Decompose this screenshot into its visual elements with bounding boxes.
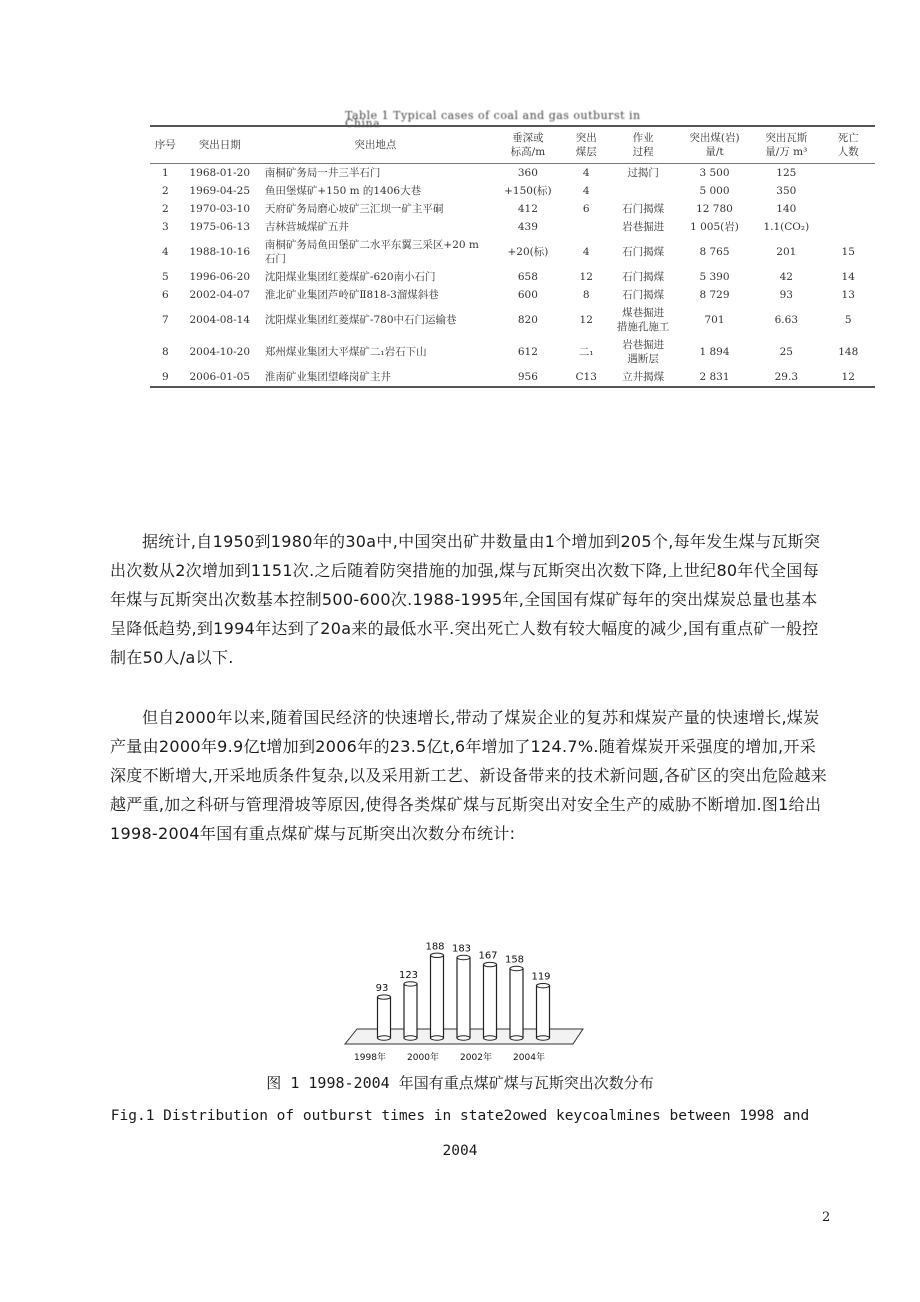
table-cell: 658	[517, 271, 538, 283]
table-cell: 4	[161, 246, 169, 258]
table-cell: 956	[517, 371, 538, 383]
table-header-cell: 突出 煤层	[575, 132, 597, 158]
table-cell: 煤巷掘进 措施孔施工	[616, 307, 670, 333]
table-header-cell: 作业 过程	[632, 132, 654, 158]
table-header-cell: 突出日期	[198, 139, 241, 151]
table-cell: 1 894	[699, 346, 730, 358]
chart-bar-part	[378, 1036, 391, 1040]
table-row	[150, 236, 875, 268]
table-header-cell: 突出地点	[354, 139, 397, 151]
table-cell: 天府矿务局磨心坡矿三汇坝一矿主平硐	[264, 203, 444, 215]
outburst-cases-table	[150, 125, 875, 388]
table-cell: 439	[517, 221, 538, 233]
chart-bar-part	[404, 1036, 417, 1040]
table-cell	[821, 200, 875, 218]
table-row	[150, 218, 875, 236]
chart-bar	[510, 966, 523, 1040]
table-cell	[564, 218, 608, 236]
table-header-cell: 序号	[154, 139, 176, 151]
table-cell: 612	[517, 346, 538, 358]
chart-bar	[404, 982, 417, 1041]
table-cell	[821, 164, 875, 183]
chart-bar-part	[457, 957, 470, 1038]
table-cell: 1996-06-20	[189, 271, 251, 283]
table-cell: 沈阳煤业集团红菱煤矿-620南小石门	[264, 271, 436, 283]
table-cell: 二₁	[578, 346, 594, 358]
chart-bar	[537, 983, 550, 1040]
table-cell: 吉林营城煤矿五井	[264, 221, 349, 233]
figure-caption-cn: 图 1 1998-2004 年国有重点煤矿煤与瓦斯突出次数分布	[266, 1074, 654, 1092]
table-header-cell: 垂深或 标高/m	[510, 132, 546, 158]
table-cell: 12 780	[696, 203, 733, 215]
table-cell: 8 729	[699, 289, 730, 301]
table-cell: 93	[779, 289, 793, 301]
table-cell: 6.63	[774, 314, 799, 326]
table-cell: 600	[517, 289, 538, 301]
table-cell: 12	[579, 314, 593, 326]
table-cell: 1	[161, 167, 169, 179]
chart-bar-part	[457, 1036, 470, 1040]
table-cell	[821, 182, 875, 200]
chart-data-label: 188	[425, 941, 445, 953]
table-cell: 14	[841, 271, 855, 283]
paragraph-1: 据统计,自1950到1980年的30a中,中国突出矿井数量由1个增加到205个,每年发生煤与瓦斯突出次数从2次增加到1151次.之后随着防突措施的加强,煤与瓦斯突出次数下降,上世纪80年代全国每年煤与瓦斯突出次数基本控制500-600次.1988-1995年,全国国有煤矿每年的突出煤炭总量也基本呈降低趋势,到1994年达到了20a来的最低水平.突出死亡人数有较大幅度的减少,国有重点矿一般控制在50人/a以下.	[110, 532, 821, 667]
table-cell: 8	[582, 289, 590, 301]
table-cell: 4	[582, 246, 590, 258]
table-cell: 29.3	[774, 371, 799, 383]
chart-bar-part	[378, 997, 391, 1038]
table-cell: 360	[517, 167, 538, 179]
table-cell: 6	[582, 203, 590, 215]
chart-bar-part	[457, 955, 470, 959]
chart-bar-part	[378, 995, 391, 999]
table-cell: 1975-06-13	[189, 221, 251, 233]
table-cell: 2 831	[699, 371, 730, 383]
figure-caption-en-line2: 2004	[442, 1143, 478, 1159]
chart-bar-part	[537, 986, 550, 1038]
table-cell: 5	[844, 314, 852, 326]
table-cell: 1970-03-10	[189, 203, 251, 215]
table-cell: 过揭门	[627, 167, 659, 179]
chart-data-label: 183	[451, 943, 472, 955]
table-cell: 2	[161, 203, 169, 215]
table-cell: +150(标)	[504, 185, 552, 197]
table-body	[150, 164, 875, 388]
table-cell: 25	[779, 346, 793, 358]
chart-data-label: 123	[398, 969, 419, 981]
chart-bar	[378, 995, 391, 1040]
table-cell: 148	[838, 346, 859, 358]
table-header-cell: 突出煤(岩) 量/t	[689, 132, 740, 158]
table-caption-fragment: Table 1 Typical cases of coal and gas outburst in China	[345, 109, 641, 130]
table-row	[150, 164, 875, 183]
table-cell: 淮南矿业集团望峰岗矿主井	[264, 371, 391, 383]
chart-bar	[484, 962, 497, 1040]
table-row	[150, 304, 875, 336]
table-cell: 1968-01-20	[189, 167, 251, 179]
chart-bar	[431, 953, 444, 1040]
chart-tick-label: 1998年	[354, 1053, 386, 1063]
table-cell: 6	[161, 289, 169, 301]
table-cell: 鱼田堡煤矿+150 m 的1406大巷	[264, 185, 422, 197]
chart-svg	[335, 925, 585, 1065]
chart-data-label: 119	[531, 971, 551, 983]
table-cell: 郑州煤业集团大平煤矿二₁岩石下山	[264, 346, 427, 358]
chart-bar-part	[431, 1036, 444, 1040]
table-cell: 12	[841, 371, 855, 383]
table-row	[150, 200, 875, 218]
table-header-row	[150, 126, 875, 164]
chart-bar-part	[404, 982, 417, 986]
chart-tick-label: 2000年	[407, 1053, 439, 1063]
chart-bar-part	[510, 1036, 523, 1040]
table-cell: 石门揭煤	[622, 271, 665, 283]
table-cell: 1.1(CO₂)	[763, 221, 810, 233]
chart-bar-part	[537, 983, 550, 987]
figure-caption-en-line1: Fig.1 Distribution of outburst times in state2owed keycoalmines between 1998 and	[110, 1108, 810, 1124]
table-cell: 12	[579, 271, 593, 283]
table-cell: 1 005(岩)	[690, 221, 739, 233]
chart-bar-part	[510, 968, 523, 1038]
table-cell	[608, 182, 677, 200]
table-cell: 8 765	[699, 246, 730, 258]
table-row	[150, 368, 875, 387]
table-cell: 石门揭煤	[622, 203, 665, 215]
chart-bar-part	[537, 1036, 550, 1040]
table-header-cell: 突出瓦斯 量/万 m³	[765, 132, 808, 158]
table-cell: 5 000	[699, 185, 730, 197]
table-cell: 3 500	[699, 167, 730, 179]
table-row	[150, 268, 875, 286]
paragraph-2: 但自2000年以来,随着国民经济的快速增长,带动了煤炭企业的复苏和煤炭产量的快速增长,煤炭产量由2000年9.9亿t增加到2006年的23.5亿t,6年增加了124.7%.随着煤炭开采强度的增加,开采深度不断增大,开采地质条件复杂,以及采用新工艺、新设备带来的技术新问题,各矿区的突出危险越来越严重,加之科研与管理滑坡等原因,使得各类煤矿煤与瓦斯突出对安全生产的威胁不断增加.图1给出1998-2004年国有重点煤矿煤与瓦斯突出次数分布统计:	[110, 708, 828, 843]
table-cell: 南桐矿务局鱼田堡矿二水平东翼三采区+20 m 石门	[264, 239, 479, 265]
chart-bar-part	[404, 984, 417, 1038]
table-cell: 201	[776, 246, 797, 258]
table-cell: 2	[161, 185, 169, 197]
chart-bar	[457, 955, 470, 1040]
table-row	[150, 182, 875, 200]
chart-bar-part	[431, 955, 444, 1038]
chart-data-label: 93	[375, 983, 389, 995]
table-cell: 701	[704, 314, 725, 326]
chart-tick-label: 2002年	[460, 1053, 492, 1063]
table-cell: 南桐矿务局一井三半石门	[264, 167, 381, 179]
table-cell: 2004-10-20	[189, 346, 251, 358]
table-cell: 820	[517, 314, 538, 326]
table-cell: 5	[161, 271, 169, 283]
table-cell: 1969-04-25	[189, 185, 251, 197]
chart-bar-part	[431, 953, 444, 957]
table-cell: 15	[841, 246, 855, 258]
page-number: 2	[822, 1210, 831, 1225]
table-cell: 4	[582, 185, 590, 197]
table-cell: 岩巷掘进	[622, 221, 665, 233]
table-cell: 立井揭煤	[622, 371, 665, 383]
chart-bar-part	[510, 966, 523, 970]
chart-bar-part	[484, 1036, 497, 1040]
table-cell: 淮北矿业集团芦岭矿Ⅱ818-3溜煤斜巷	[264, 289, 439, 301]
table-cell: 412	[517, 203, 538, 215]
chart-bar-part	[484, 962, 497, 966]
table-cell: 8	[161, 346, 169, 358]
table-cell: 岩巷掘进 遇断层	[622, 339, 665, 365]
table-cell: 3	[161, 221, 169, 233]
chart-data-label: 167	[478, 950, 498, 962]
chart-bar-part	[484, 965, 497, 1038]
table-header-cell: 死亡 人数	[837, 132, 859, 158]
table-row	[150, 336, 875, 368]
table-cell: 2006-01-05	[189, 371, 251, 383]
table-cell: 9	[161, 371, 169, 383]
table-cell: 13	[841, 289, 855, 301]
table-cell: C13	[575, 371, 597, 383]
chart-tick-label: 2004年	[513, 1053, 545, 1063]
table-cell: 石门揭煤	[622, 289, 665, 301]
table-cell: 42	[779, 271, 793, 283]
outburst-bar-chart	[335, 925, 585, 1065]
table-cell: 125	[776, 167, 797, 179]
table-cell: 1988-10-16	[189, 246, 251, 258]
table-cell: 7	[161, 314, 169, 326]
table-cell: 350	[776, 185, 797, 197]
table-cell: 4	[582, 167, 590, 179]
table-cell	[821, 218, 875, 236]
table-cell: 沈阳煤业集团红菱煤矿-780中石门运输巷	[264, 314, 457, 326]
table-cell: 石门揭煤	[622, 246, 665, 258]
table-cell: 140	[776, 203, 797, 215]
table-cell: +20(标)	[507, 246, 549, 258]
table-cell: 2004-08-14	[189, 314, 251, 326]
table-cell: 5 390	[699, 271, 730, 283]
chart-data-label: 158	[504, 954, 525, 966]
table-cell: 2002-04-07	[189, 289, 251, 301]
table-row	[150, 286, 875, 304]
